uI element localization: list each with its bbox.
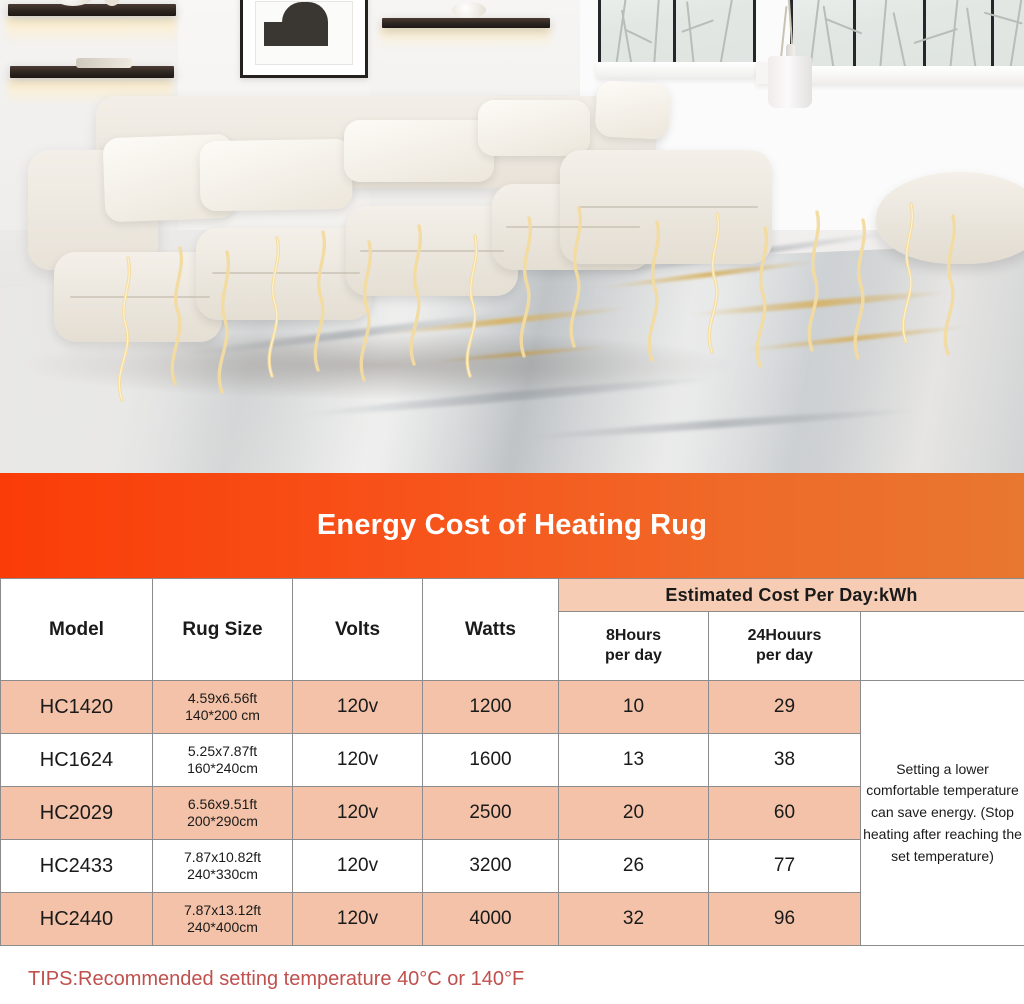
window-left (598, 0, 756, 70)
artwork-shape-block (264, 22, 294, 46)
living-room-photo (0, 0, 1024, 473)
wall-shelf-upper (8, 4, 176, 16)
framed-artwork (240, 0, 368, 78)
cell-size-ft: 4.59x6.56ft (187, 689, 258, 706)
cell-cost-24h: 29 (709, 681, 861, 734)
cell-cost-8h: 20 (559, 787, 709, 840)
cell-size-ft: 7.87x13.12ft (183, 901, 262, 918)
throw-pillow (344, 120, 494, 182)
wall-shelf-right (382, 18, 550, 28)
cell-cost-24h: 38 (709, 734, 861, 787)
cell-cost-8h: 26 (559, 840, 709, 893)
window-sill-left (596, 62, 756, 78)
cell-cost-24h: 77 (709, 840, 861, 893)
header-watts: Watts (423, 579, 559, 681)
header-24hours-line2: per day (756, 647, 813, 664)
shelf-light-upper (6, 18, 176, 44)
cell-volts: 120v (293, 893, 423, 946)
throw-pillow (199, 139, 352, 212)
cell-model: HC2029 (1, 787, 153, 840)
cell-rug-size (153, 840, 293, 893)
header-estimated-cost-group: Estimated Cost Per Day:kWh (559, 579, 1024, 612)
round-ottoman (876, 172, 1024, 264)
header-8hours (559, 612, 709, 681)
header-rug-size: Rug Size (153, 579, 293, 681)
cell-volts: 120v (293, 840, 423, 893)
cell-rug-size (153, 681, 293, 734)
cell-watts: 3200 (423, 840, 559, 893)
shelf-light-right (380, 26, 550, 48)
cell-cost-24h: 96 (709, 893, 861, 946)
cell-size-ft: 6.56x9.51ft (187, 795, 258, 812)
cell-size-cm: 240*400cm (187, 919, 258, 935)
decor-glassware (452, 2, 486, 18)
cell-cost-24h: 60 (709, 787, 861, 840)
header-model: Model (1, 579, 153, 681)
cell-watts: 1200 (423, 681, 559, 734)
cell-watts: 1600 (423, 734, 559, 787)
header-note-blank (861, 612, 1024, 681)
header-24hours (709, 612, 861, 681)
decor-books (76, 58, 132, 68)
cell-model: HC1420 (1, 681, 153, 734)
cell-size-cm: 160*240cm (187, 760, 258, 776)
table-body (1, 681, 1024, 946)
cell-rug-size (153, 787, 293, 840)
cell-volts: 120v (293, 681, 423, 734)
artwork-mat (255, 1, 353, 65)
cell-cost-8h: 32 (559, 893, 709, 946)
page-title: Energy Cost of Heating Rug (316, 509, 708, 541)
cell-size-cm: 200*290cm (187, 813, 258, 829)
throw-pillow (595, 80, 672, 140)
header-8hours-line2: per day (605, 647, 662, 664)
cell-cost-8h: 13 (559, 734, 709, 787)
cell-model: HC2440 (1, 893, 153, 946)
throw-pillow (478, 100, 590, 156)
cell-rug-size (153, 734, 293, 787)
window-right (790, 0, 1024, 74)
table-header-row-group (1, 579, 1024, 612)
energy-cost-table (0, 578, 1024, 953)
branch-vase (768, 56, 812, 108)
header-volts: Volts (293, 579, 423, 681)
cell-size-ft: 7.87x10.82ft (183, 848, 262, 865)
cell-volts: 120v (293, 734, 423, 787)
cell-rug-size (153, 893, 293, 946)
banner (0, 473, 1024, 578)
cell-model: HC2433 (1, 840, 153, 893)
cell-size-cm: 240*330cm (187, 866, 258, 882)
cell-cost-8h: 10 (559, 681, 709, 734)
cell-volts: 120v (293, 787, 423, 840)
cell-watts: 4000 (423, 893, 559, 946)
table-row (1, 681, 1024, 734)
window-sill-right (788, 66, 1024, 84)
header-24hours-line1: 24Houurs (747, 627, 822, 644)
tips-text: TIPS:Recommended setting temperature 40°C or 140°F (28, 968, 525, 990)
header-8hours-line1: 8Hours (605, 627, 662, 644)
cell-size-cm: 140*200 cm (185, 707, 260, 723)
cell-size-ft: 5.25x7.87ft (187, 742, 258, 759)
cell-model: HC1624 (1, 734, 153, 787)
cell-watts: 2500 (423, 787, 559, 840)
table-note: Setting a lower comfortable temperature can save energy. (Stop heating after reaching the set temperature) (861, 681, 1024, 946)
